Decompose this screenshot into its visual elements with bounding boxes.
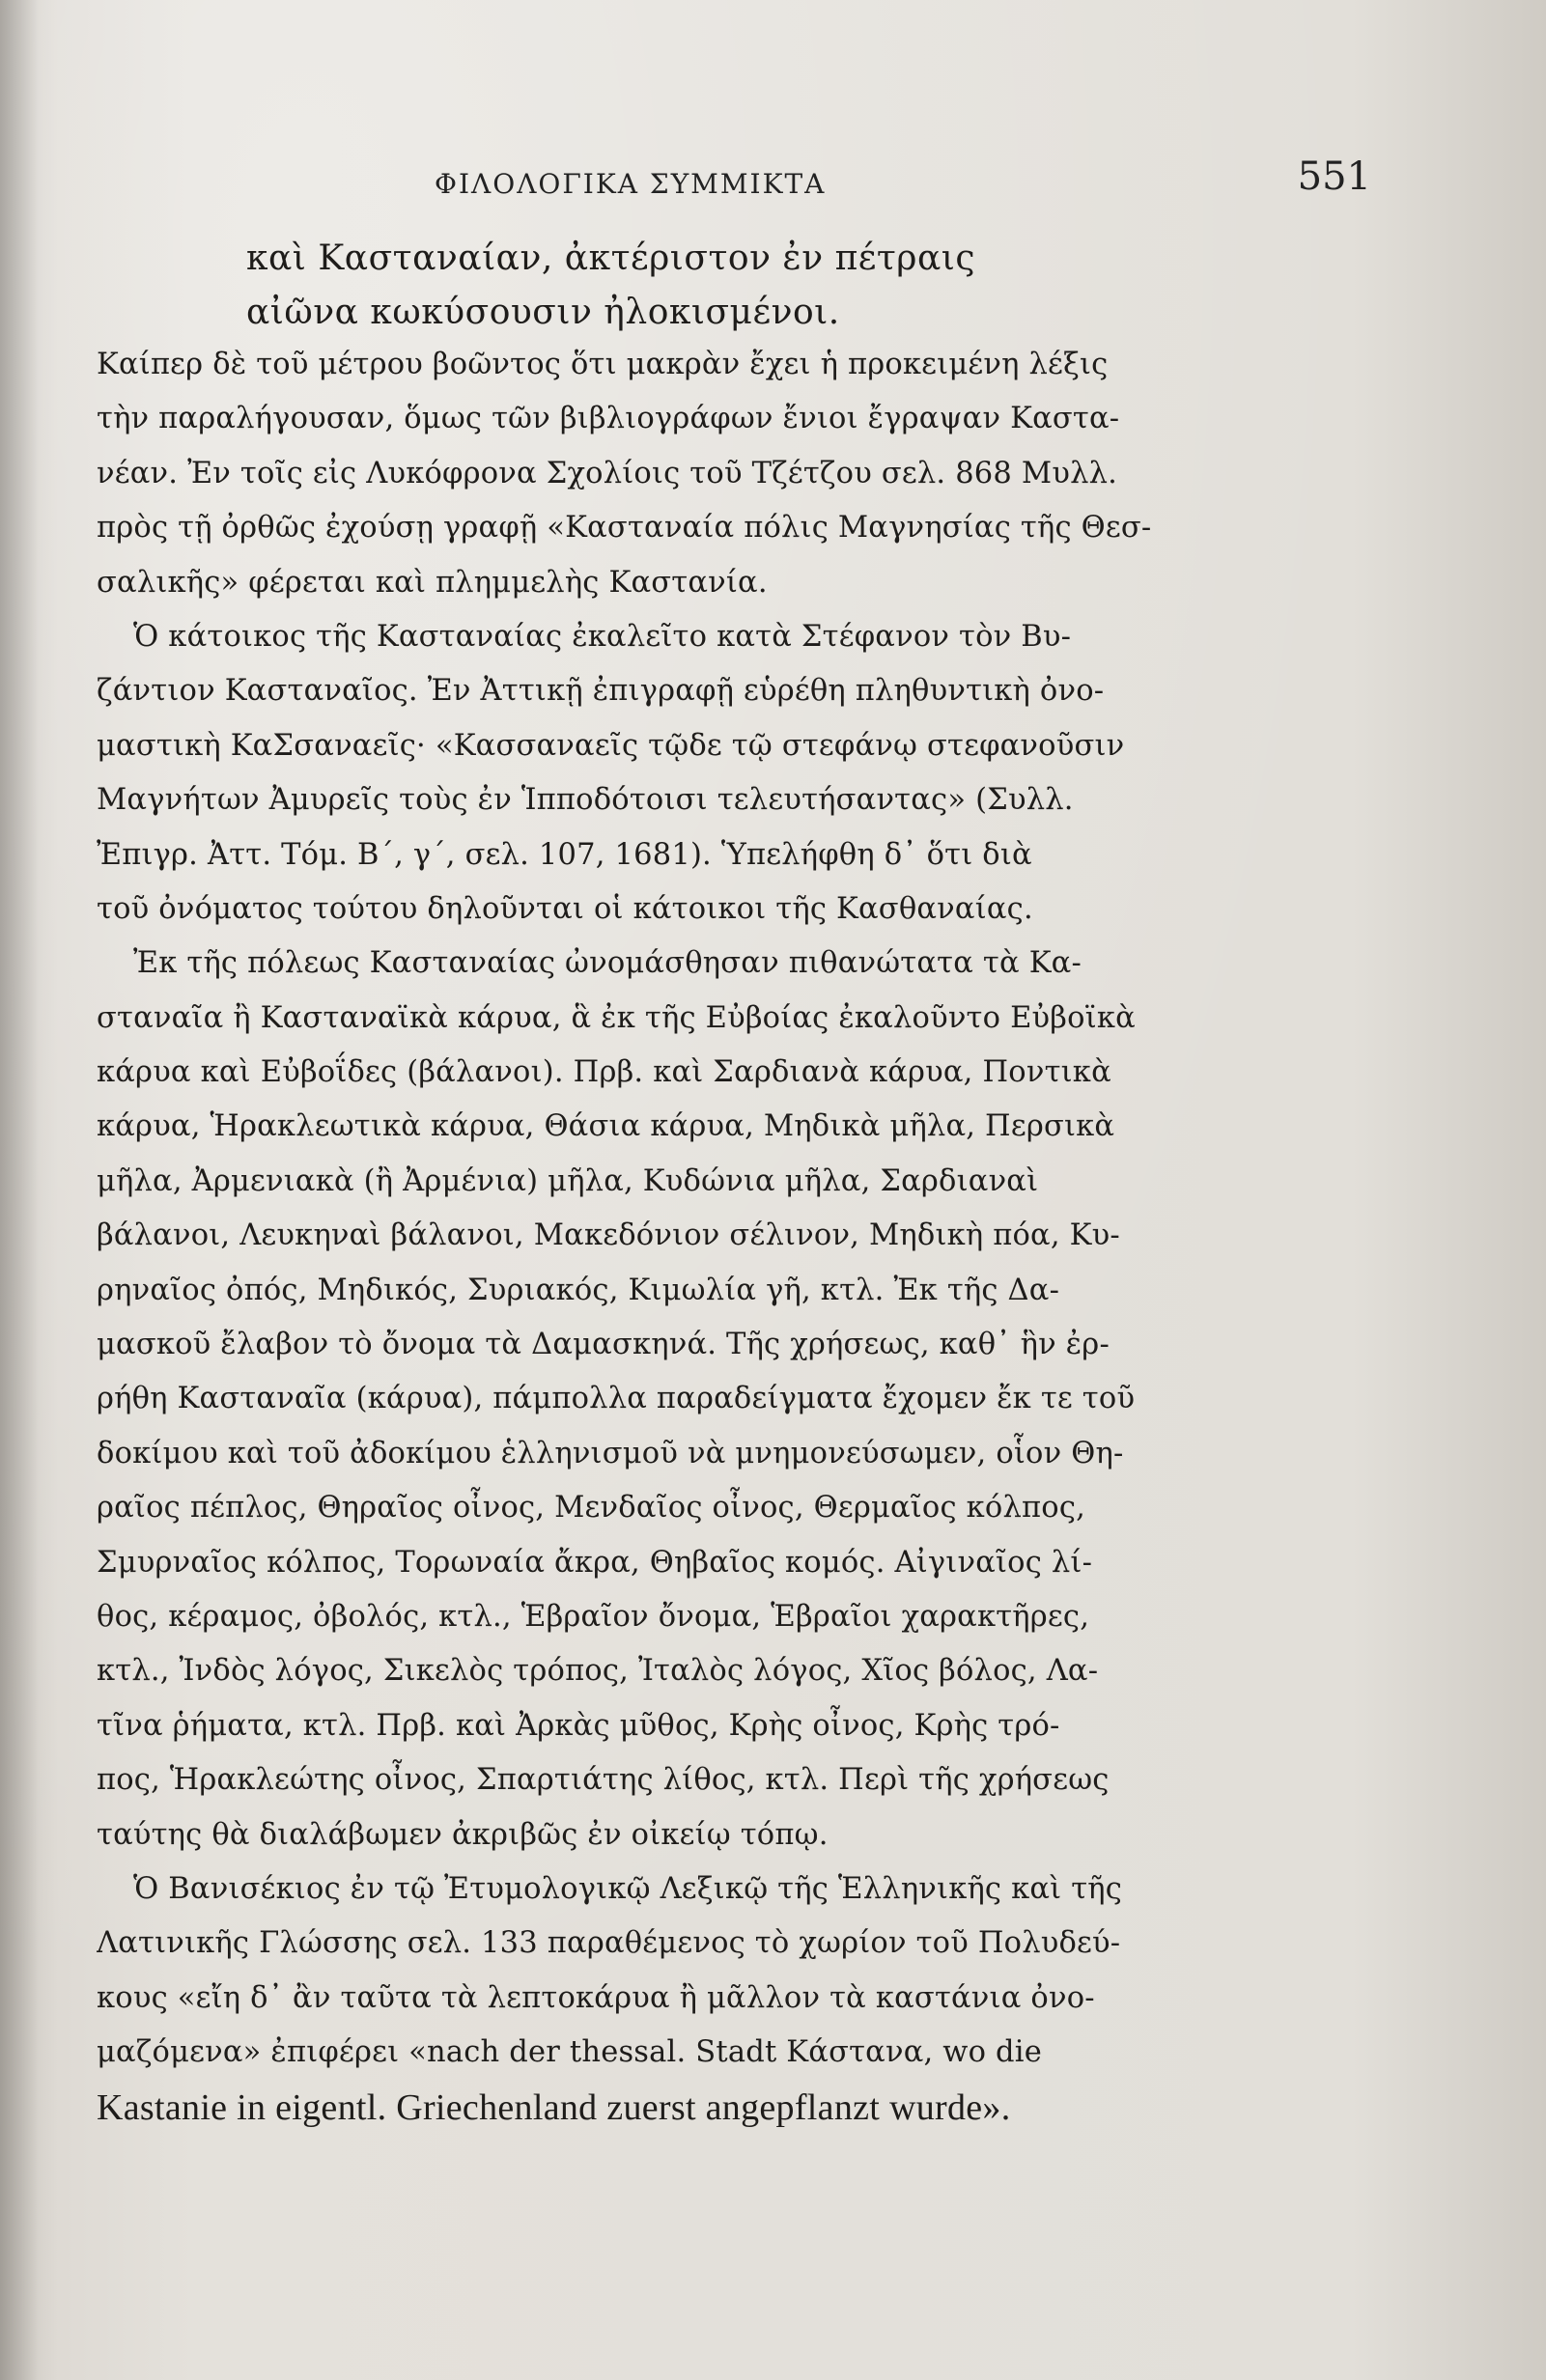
text-line: ταύτης θὰ διαλάβωμεν ἀκριβῶς ἐν οἰκείῳ τόπῳ. [97, 1817, 829, 1852]
text-line: Ὁ κάτοικος τῆς Κασταναίας ἐκαλεῖτο κατὰ Στέφανον τὸν Βυ- [133, 619, 1072, 654]
running-head: ΦΙΛΟΛΟΓΙΚΑ ΣΥΜΜΙΚΤΑ [435, 168, 827, 200]
text-line: ραῖος πέπλος, Θηραῖος οἶνος, Μενδαῖος οἶνος, Θερμαῖος κόλπος, [97, 1491, 1086, 1526]
text-line: νέαν. Ἐν τοῖς εἰς Λυκόφρονα Σχολίοις τοῦ Τζέτζου σελ. 868 Μυλλ. [97, 456, 1118, 490]
text-line: Kastanie in eigentl. Griechenland zuerst angepflanzt wurde». [97, 2086, 1011, 2128]
paragraph [97, 610, 1246, 937]
text-line: ζάντιον Κασταναῖος. Ἐν Ἀττικῇ ἐπιγραφῇ εὑρέθη πληθυντικὴ ὀνο- [97, 674, 1105, 709]
verse-quotation [246, 232, 1308, 340]
text-line: ρηναῖος ὀπός, Μηδικός, Συριακός, Κιμωλία γῆ, κτλ. Ἐκ τῆς Δα- [97, 1273, 1060, 1307]
text-line: τὴν παραλήγουσαν, ὅμως τῶν βιβλιογράφων ἔνιοι ἔγραψαν Καστα- [97, 402, 1120, 436]
text-line: κάρυα, Ἡρακλεωτικὰ κάρυα, Θάσια κάρυα, Μηδικὰ μῆλα, Περσικὰ [97, 1109, 1115, 1144]
text-line: βάλανοι, Λευκηναὶ βάλανοι, Μακεδόνιον σέλινον, Μηδικὴ πόα, Κυ- [97, 1218, 1120, 1253]
text-line: σταναῖα ἢ Κασταναϊκὰ κάρυα, ἃ ἐκ τῆς Εὐβοίας ἐκαλοῦντο Εὐβοϊκὰ [97, 1000, 1136, 1035]
text-line: Λατινικῆς Γλώσσης σελ. 133 παραθέμενος τὸ χωρίον τοῦ Πολυδεύ- [97, 1926, 1121, 1961]
text-line: Ὁ Βανισέκιος ἐν τῷ Ἐτυμολογικῷ Λεξικῷ τῆς Ἑλληνικῆς καὶ τῆς [133, 1871, 1123, 1906]
text-line: πος, Ἡρακλεώτης οἶνος, Σπαρτιάτης λίθος, κτλ. Περὶ τῆς χρήσεως [97, 1763, 1110, 1798]
text-line: πρὸς τῇ ὀρθῶς ἐχούσῃ γραφῇ «Κασταναία πόλις Μαγνησίας τῆς Θεσ- [97, 511, 1152, 546]
text-line: κάρυα καὶ Εὐβοΐδες (βάλανοι). Πρβ. καὶ Σαρδιανὰ κάρυα, Ποντικὰ [97, 1055, 1111, 1090]
text-line: κους «εἴη δ᾽ ἂν ταῦτα τὰ λεπτοκάρυα ἢ μᾶλλον τὰ καστάνια ὀνο- [97, 1980, 1095, 2015]
page-number: 551 [1297, 154, 1371, 199]
text-line: Μαγνήτων Ἀμυρεῖς τοὺς ἐν Ἱπποδότοισι τελευτήσαντας» (Συλλ. [97, 783, 1074, 818]
text-line: μῆλα, Ἀρμενιακὰ (ἢ Ἀρμένια) μῆλα, Κυδώνια μῆλα, Σαρδιαναὶ [97, 1163, 1039, 1198]
text-line: Ἐπιγρ. Ἀττ. Τόμ. Β΄, γ΄, σελ. 107, 1681). Ὑπελήφθη δ᾽ ὅτι διὰ [97, 837, 1032, 872]
text-line: τῖνα ῥήματα, κτλ. Πρβ. καὶ Ἀρκὰς μῦθος, Κρὴς οἶνος, Κρὴς τρό- [97, 1708, 1060, 1743]
text-line: σαλικῆς» φέρεται καὶ πλημμελὴς Καστανία. [97, 565, 768, 600]
verse-line: καὶ Κασταναίαν, ἀκτέριστον ἐν πέτραις [246, 238, 976, 278]
paragraph [97, 1862, 1246, 2135]
page-header [406, 154, 1371, 212]
text-line: Ἐκ τῆς πόλεως Κασταναίας ὠνομάσθησαν πιθανώτατα τὰ Κα- [133, 946, 1082, 981]
text-line: ρήθη Κασταναῖα (κάρυα), πάμπολλα παραδείγματα ἔχομεν ἔκ τε τοῦ [97, 1382, 1136, 1416]
text-line: μασκοῦ ἔλαβον τὸ ὄνομα τὰ Δαμασκηνά. Τῆς χρήσεως, καθ᾽ ἣν ἐρ- [97, 1328, 1110, 1362]
paragraph [97, 338, 1246, 610]
text-line: θος, κέραμος, ὀβολός, κτλ., Ἑβραῖον ὄνομα, Ἑβραῖοι χαρακτῆρες, [97, 1599, 1090, 1634]
text-line: Καίπερ δὲ τοῦ μέτρου βοῶντος ὅτι μακρὰν ἔχει ἡ προκειμένη λέξις [97, 348, 1109, 381]
body-text [97, 338, 1246, 2135]
page-edge-shadow [0, 0, 39, 2380]
text-line: κτλ., Ἰνδὸς λόγος, Σικελὸς τρόπος, Ἰταλὸς λόγος, Χῖος βόλος, Λα- [97, 1654, 1099, 1689]
text-line: Σμυρναῖος κόλπος, Τορωναία ἄκρα, Θηβαῖος κομός. Αἰγιναῖος λί- [97, 1545, 1093, 1580]
paragraph [97, 937, 1246, 1862]
text-line: μαστικὴ ΚαΣσαναεῖς· «Κασσαναεῖς τῷδε τῷ στεφάνῳ στεφανοῦσιν [97, 728, 1125, 763]
text-line: μαζόμενα» ἐπιφέρει «nach der thessal. Stadt Κάστανα, wo die [97, 2035, 1042, 2070]
text-line: τοῦ ὀνόματος τούτου δηλοῦνται οἱ κάτοικοι τῆς Κασθαναίας. [97, 891, 1033, 926]
text-line: δοκίμου καὶ τοῦ ἀδοκίμου ἑλληνισμοῦ νὰ μνημονεύσωμεν, οἷον Θη- [97, 1436, 1124, 1470]
verse-line: αἰῶνα κωκύσουσιν ἠλοκισμένοι. [246, 293, 840, 332]
